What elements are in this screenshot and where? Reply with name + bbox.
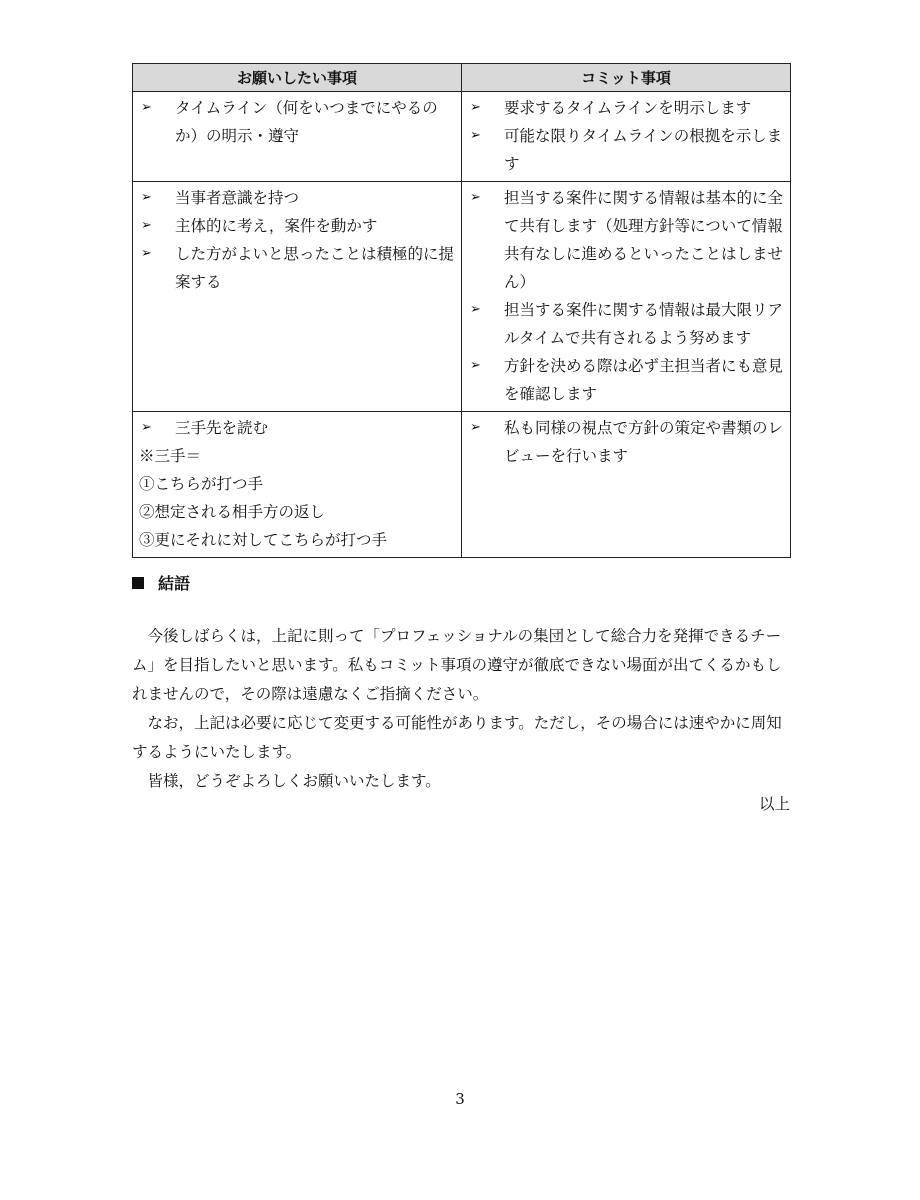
note-line: ①こちらが打つ手 [139, 475, 264, 493]
list-item [468, 296, 784, 352]
arrow-bullet-icon: ➢ [141, 246, 152, 261]
list-item [139, 212, 455, 240]
list-item [468, 94, 784, 122]
arrow-bullet-icon: ➢ [470, 358, 481, 373]
closing-remark: 以上 [758, 795, 790, 813]
list-item [468, 122, 784, 178]
requests-cell [133, 92, 462, 182]
table-row [133, 92, 791, 182]
list-item [139, 94, 455, 150]
section-heading [132, 571, 190, 594]
section-title: 結語 [158, 574, 191, 593]
commitments-cell [462, 92, 791, 182]
table-header-row [133, 64, 791, 92]
arrow-bullet-icon: ➢ [470, 128, 481, 143]
list-item-text: 三手先を読む [175, 419, 269, 437]
list-item-text: した方がよいと思ったことは積極的に提案する [175, 245, 455, 291]
requests-cell [133, 182, 462, 412]
list-item-text: 私も同様の視点で方針の策定や書類のレビューを行います [504, 419, 784, 465]
page-number: 3 [455, 1090, 465, 1108]
list-item [139, 184, 455, 212]
conclusion-body [132, 622, 790, 796]
commitments-cell [462, 412, 791, 558]
arrow-bullet-icon: ➢ [141, 420, 152, 435]
list-item [139, 240, 455, 296]
arrow-bullet-icon: ➢ [141, 100, 152, 115]
list-item-text: 要求するタイムラインを明示します [504, 99, 752, 117]
table-row [133, 412, 791, 558]
arrow-bullet-icon: ➢ [141, 190, 152, 205]
arrow-bullet-icon: ➢ [470, 302, 481, 317]
commitments-cell [462, 182, 791, 412]
list-item-text: 当事者意識を持つ [175, 189, 300, 207]
requests-cell [133, 412, 462, 558]
table-row [133, 182, 791, 412]
header-requests: お願いしたい事項 [133, 64, 462, 92]
list-item [468, 352, 784, 408]
arrow-bullet-icon: ➢ [470, 420, 481, 435]
note-line: ③更にそれに対してこちらが打つ手 [139, 531, 388, 549]
header-commitments: コミット事項 [462, 64, 791, 92]
note-line: ※三手＝ [139, 447, 202, 465]
paragraph: 皆様，どうぞよろしくお願いいたします。 [147, 772, 441, 790]
list-item-text: 担当する案件に関する情報は基本的に全て共有します（処理方針等について情報共有なしに進めるといったことはしません） [504, 189, 784, 291]
list-item-text: 可能な限りタイムラインの根拠を示します [504, 127, 783, 173]
list-item-text: 方針を決める際は必ず主担当者にも意見を確認します [504, 357, 784, 403]
list-item [139, 414, 455, 442]
list-item-text: タイムライン（何をいつまでにやるのか）の明示・遵守 [175, 99, 438, 145]
arrow-bullet-icon: ➢ [470, 190, 481, 205]
list-item [468, 184, 784, 296]
list-item-text: 担当する案件に関する情報は最大限リアルタイムで共有されるよう努めます [504, 301, 784, 347]
list-item-text: 主体的に考え，案件を動かす [175, 217, 378, 235]
arrow-bullet-icon: ➢ [470, 100, 481, 115]
requests-commitments-table [132, 63, 791, 558]
note-line: ②想定される相手方の返し [139, 503, 326, 521]
arrow-bullet-icon: ➢ [141, 218, 152, 233]
list-item [468, 414, 784, 470]
square-marker-icon [132, 577, 144, 589]
paragraph: 今後しばらくは，上記に則って「プロフェッショナルの集団として総合力を発揮できるチーム」を目指したいと思います。私もコミット事項の遵守が徹底できない場面が出てくるかもしれませんので，その際は遠慮なくご指摘ください。 [132, 627, 782, 703]
paragraph: なお，上記は必要に応じて変更する可能性があります。ただし，その場合には速やかに周知するようにいたします。 [132, 714, 782, 761]
